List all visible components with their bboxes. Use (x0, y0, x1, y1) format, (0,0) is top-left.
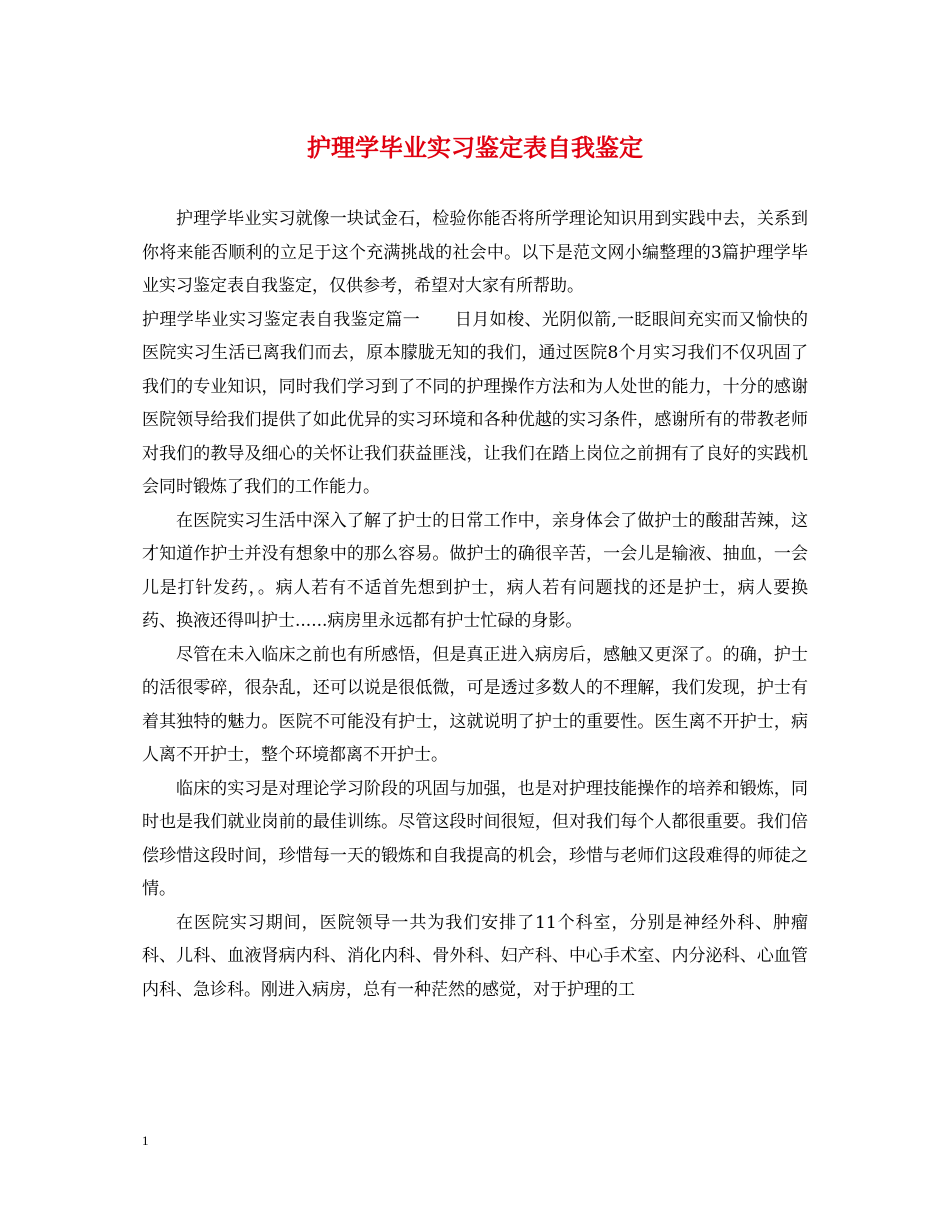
paragraph-nurse-importance: 尽管在未入临床之前也有所感悟，但是真正进入病房后，感触又更深了。的确，护士的活很零碎，很杂乱，还可以说是很低微，可是透过多数人的不理解，我们发现，护士有着其独特的魅力。医院不可能没有护士，这就说明了护士的重要性。医生离不开护士，病人离不开护士，整个环境都离不开护士。 (142, 644, 808, 765)
paragraph-intro: 护理学毕业实习就像一块试金石，检验你能否将所学理论知识用到实践中去，关系到你将来能否顺利的立足于这个充满挑战的社会中。以下是范文网小编整理的3篇护理学毕业实习鉴定表自我鉴定，仅供参考，希望对大家有所帮助。 (142, 209, 808, 296)
page-number: 1 (142, 1133, 149, 1148)
paragraph-daily-work: 在医院实习生活中深入了解了护士的日常工作中，亲身体会了做护士的酸甜苦辣，这才知道作护士并没有想象中的那么容易。做护士的确很辛苦，一会儿是输液、抽血，一会儿是打针发药，。病人若有不适首先想到护士，病人若有问题找的还是护士，病人要换药、换液还得叫护士......病房里永远都有护士忙碌的身影。 (142, 510, 808, 631)
paragraph-departments: 在医院实习期间，医院领导一共为我们安排了11个科室，分别是神经外科、肿瘤科、儿科、血液肾病内科、消化内科、骨外科、妇产科、中心手术室、内分泌科、心血管内科、急诊科。刚进入病房，总有一种茫然的感觉，对于护理的工 (142, 912, 808, 1000)
document-body (142, 203, 808, 1007)
paragraph-clinical-practice: 临床的实习是对理论学习阶段的巩固与加强，也是对护理技能操作的培养和锻炼，同时也是我们就业岗前的最佳训练。尽管这段时间很短，但对我们每个人都很重要。我们倍偿珍惜这段时间，珍惜每一天的锻炼和自我提高的机会，珍惜与老师们这段难得的师徒之情。 (142, 778, 808, 899)
document-title: 护理学毕业实习鉴定表自我鉴定 (307, 133, 643, 162)
paragraph-section-one: 护理学毕业实习鉴定表自我鉴定篇一 日月如梭、光阴似箭,一眨眼间充实而又愉快的医院实习生活已离我们而去，原本朦胧无知的我们，通过医院8个月实习我们不仅巩固了我们的专业知识，同时我们学习到了不同的护理操作方法和为人处世的能力，十分的感谢医院领导给我们提供了如此优异的实习环境和各种优越的实习条件，感谢所有的带教老师对我们的教导及细心的关怀让我们获益匪浅，让我们在踏上岗位之前拥有了良好的实践机会同时锻炼了我们的工作能力。 (142, 309, 808, 497)
